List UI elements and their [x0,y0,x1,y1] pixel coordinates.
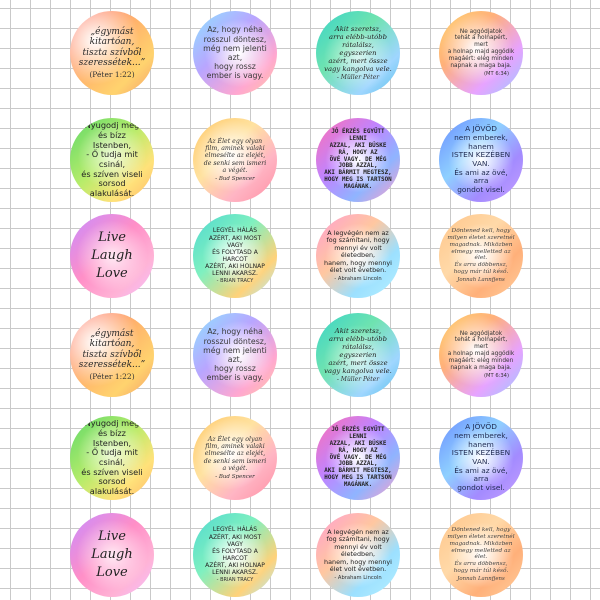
quote-text: Live Laugh Love [91,229,133,282]
quote-circle [193,313,277,397]
quote-text: Ne aggódjatok tehát a holnapért, mert a holnap majd aggódik magáért: elég minden napnak a maga baja. [447,28,515,69]
quote-circle [316,513,400,597]
quote-text: Nyugodj meg és bízz Istenben, - Ő tudja mit csinál, és szíven viseli sorsod alakulását. [81,120,143,199]
quote-circle [70,313,154,397]
quote-text: Akit szeretsz, arra elébb-utóbb rátalálsz, egyszerien azért, mert össze vagy kangolva vele. [324,24,392,73]
quote-circle [193,118,277,202]
quote-circle [439,214,523,298]
quote-author: - Bud Spencer [215,474,255,481]
quote-text: A JÖVŐD nem emberek, hanem ISTEN KEZÉBEN VAN. És ami az övé, arra gondot visel. [451,124,511,195]
quote-circle [439,416,523,500]
quote-text: Döntened kell, hogy milyen életet szeretnél magadnak. Miközben elmegy melletted az élet. És arra döbbensz, hogy már túl késő. [447,228,515,276]
quote-author: - BRIAN TRACY [216,278,254,285]
quote-text: Live Laugh Love [91,528,133,581]
quote-author: - Abraham Lincoln [334,275,382,282]
quote-text: „égymást kitartóan, tiszta szívből szeressétek...” [78,26,146,69]
quote-circle [193,513,277,597]
quote-author: - Müller Péter [336,73,380,81]
quote-text: JÓ ÉRZÉS EGYÜTT LENNI AZZAL, AKI BÚSKE RÁ, HOGY AZ ÖVÉ VAGY. DE MÉG JOBB AZZAL, AKI BÁRMIT MEGTESZ, HOGY MEG IS TARTSON MAGÁNAK. [324,426,392,489]
quote-text: Akit szeretsz, arra elébb-utóbb rátalálsz, egyszerien azért, mert össze vagy kangolva vele. [324,326,392,375]
quote-circle [193,11,277,95]
quote-circle [70,118,154,202]
quote-text: Nyugodj meg és bízz Istenben, - Ő tudja mit csinál, és szíven viseli sorsod alakulását. [81,418,143,497]
quote-text: JÓ ÉRZÉS EGYÜTT LENNI AZZAL, AKI BÚSKE RÁ, HOGY AZ ÖVÉ VAGY. DE MÉG JOBB AZZAL, AKI BÁRMIT MEGTESZ, HOGY MEG IS TARTSON MAGÁNAK. [324,128,392,191]
quote-circle [316,313,400,397]
quote-text: A JÖVŐD nem emberek, hanem ISTEN KEZÉBEN VAN. És ami az övé, arra gondot visel. [451,422,511,493]
quote-text: A legvégén nem az fog számítani, hogy mennyi év volt életedben, hanem, hogy mennyi élet volt évetben. [324,527,392,574]
quote-circle [316,118,400,202]
quote-author: (Péter 1:22) [89,70,135,80]
quote-text: Ne aggódjatok tehát a holnapért, mert a holnap majd aggódik magáért: elég minden napnak a maga baja. [447,330,515,371]
quote-text: Az Élet egy olyan film, aminek valaki elmesélte az elejét, de senki sem ismeri a végét. [203,435,267,472]
quote-circle [316,416,400,500]
quote-circle [70,416,154,500]
quote-circle [193,214,277,298]
quote-author: Jonnah Lannfjens [457,276,505,283]
quote-circle [70,11,154,95]
quote-author: - Abraham Lincoln [334,574,382,581]
quote-text: LEGYÉL HÁLÁS AZÉRT, AKI MOST VAGY ÉS FOLYTASD A HARCOT AZÉRT, AKI HOLNAP LENNI AKARSZ. [205,526,265,576]
quote-text: Az, hogy néha rosszul döntesz, még nem jelenti azt, hogy rossz ember is vagy. [203,25,267,81]
quote-author: - BRIAN TRACY [216,577,254,584]
quote-circle [70,513,154,597]
quote-author: (MT 6:34) [484,372,509,379]
quote-circle [193,416,277,500]
quote-author: - Bud Spencer [215,176,255,183]
quote-author: Jonnah Lannfjens [457,575,505,582]
quote-circle [316,11,400,95]
quote-text: Az, hogy néha rosszul döntesz, még nem jelenti azt, hogy rossz ember is vagy. [203,327,267,383]
quote-text: A legvégén nem az fog számítani, hogy mennyi év volt életedben, hanem, hogy mennyi élet volt évetben. [324,228,392,275]
quote-author: (Péter 1:22) [89,372,135,382]
quote-text: Döntened kell, hogy milyen életet szeretnél magadnak. Miközben elmegy melletted az élet. És arra döbbensz, hogy már túl késő. [447,527,515,575]
quote-text: „égymást kitartóan, tiszta szívből szeressétek...” [78,328,146,371]
quote-circle [70,214,154,298]
quote-circle [439,11,523,95]
quote-circle [439,313,523,397]
quote-circle [439,513,523,597]
quote-text: Az Élet egy olyan film, aminek valaki elmesélte az elejét, de senki sem ismeri a végét. [203,137,267,174]
quote-circle [316,214,400,298]
quote-author: (MT 6:34) [484,70,509,77]
quote-author: - Müller Péter [336,375,380,383]
quote-circle [439,118,523,202]
quote-text: LEGYÉL HÁLÁS AZÉRT, AKI MOST VAGY ÉS FOLYTASD A HARCOT AZÉRT, AKI HOLNAP LENNI AKARSZ. [205,227,265,277]
